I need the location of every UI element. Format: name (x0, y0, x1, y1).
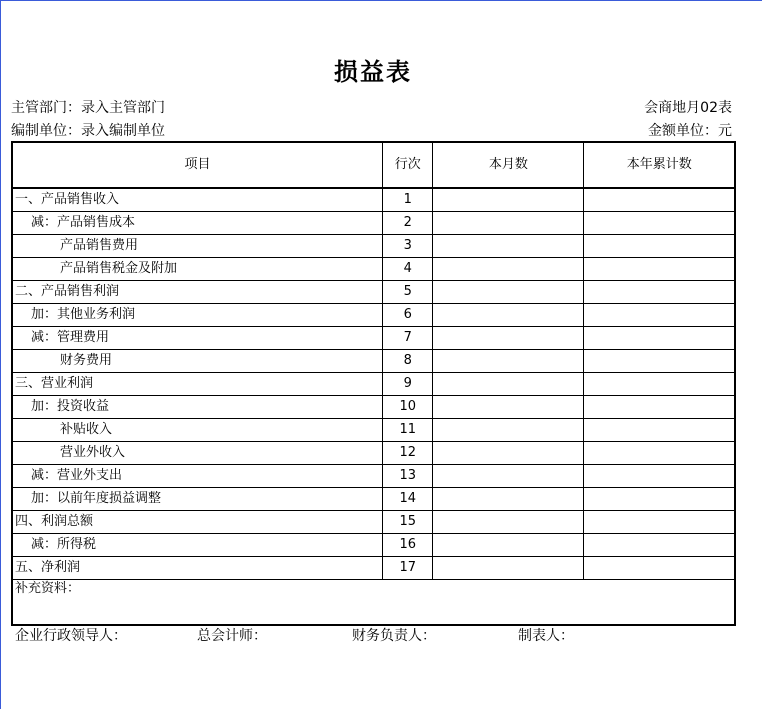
row-this-month-cell[interactable] (433, 188, 584, 212)
row-item-cell[interactable]: 补贴收入 (12, 419, 383, 442)
row-year-to-date-cell[interactable] (584, 465, 735, 488)
table-row (12, 258, 735, 281)
row-line-no-cell[interactable]: 10 (383, 396, 433, 419)
row-item-cell[interactable]: 三、营业利润 (12, 373, 383, 396)
row-this-month-cell[interactable] (433, 488, 584, 511)
row-line-no-cell[interactable]: 15 (383, 511, 433, 534)
income-statement-table (11, 141, 736, 626)
row-line-no-cell[interactable]: 13 (383, 465, 433, 488)
row-item-cell[interactable]: 减：营业外支出 (12, 465, 383, 488)
row-item-cell[interactable]: 产品销售税金及附加 (12, 258, 383, 281)
row-this-month-cell[interactable] (433, 350, 584, 373)
supplement-row (12, 580, 735, 626)
row-year-to-date-cell[interactable] (584, 304, 735, 327)
page-title: 损益表 (334, 58, 412, 86)
row-line-no-cell[interactable]: 5 (383, 281, 433, 304)
row-year-to-date-cell[interactable] (584, 419, 735, 442)
footer-leader-label: 企业行政领导人： (15, 628, 127, 644)
dept-label: 主管部门：录入主管部门 (11, 100, 165, 116)
row-line-no-cell[interactable]: 1 (383, 188, 433, 212)
footer-preparer-label: 制表人： (518, 628, 574, 644)
row-line-no-cell[interactable]: 14 (383, 488, 433, 511)
row-year-to-date-cell[interactable] (584, 488, 735, 511)
row-line-no-cell[interactable]: 11 (383, 419, 433, 442)
row-item-cell[interactable]: 加：投资收益 (12, 396, 383, 419)
row-this-month-cell[interactable] (433, 235, 584, 258)
row-year-to-date-cell[interactable] (584, 442, 735, 465)
table-row (12, 488, 735, 511)
row-year-to-date-cell[interactable] (584, 396, 735, 419)
row-year-to-date-cell[interactable] (584, 350, 735, 373)
column-header-year-to-date[interactable]: 本年累计数 (584, 142, 735, 188)
row-item-cell[interactable]: 营业外收入 (12, 442, 383, 465)
table-row (12, 281, 735, 304)
row-year-to-date-cell[interactable] (584, 557, 735, 580)
column-header-this-month[interactable]: 本月数 (433, 142, 584, 188)
row-year-to-date-cell[interactable] (584, 373, 735, 396)
row-this-month-cell[interactable] (433, 258, 584, 281)
row-year-to-date-cell[interactable] (584, 534, 735, 557)
row-line-no-cell[interactable]: 12 (383, 442, 433, 465)
row-year-to-date-cell[interactable] (584, 327, 735, 350)
row-item-cell[interactable]: 减：管理费用 (12, 327, 383, 350)
table-row (12, 188, 735, 212)
row-line-no-cell[interactable]: 4 (383, 258, 433, 281)
column-header-line-no[interactable]: 行次 (383, 142, 433, 188)
table-row (12, 557, 735, 580)
row-this-month-cell[interactable] (433, 304, 584, 327)
table-row (12, 235, 735, 258)
row-this-month-cell[interactable] (433, 442, 584, 465)
row-line-no-cell[interactable]: 3 (383, 235, 433, 258)
row-item-cell[interactable]: 财务费用 (12, 350, 383, 373)
table-row (12, 327, 735, 350)
table-row (12, 212, 735, 235)
row-line-no-cell[interactable]: 8 (383, 350, 433, 373)
table-row (12, 534, 735, 557)
row-line-no-cell[interactable]: 6 (383, 304, 433, 327)
row-year-to-date-cell[interactable] (584, 281, 735, 304)
row-year-to-date-cell[interactable] (584, 258, 735, 281)
row-this-month-cell[interactable] (433, 327, 584, 350)
row-item-cell[interactable]: 四、利润总额 (12, 511, 383, 534)
currency-unit-label: 金额单位：元 (648, 123, 732, 139)
row-item-cell[interactable]: 减：产品销售成本 (12, 212, 383, 235)
row-line-no-cell[interactable]: 2 (383, 212, 433, 235)
row-this-month-cell[interactable] (433, 534, 584, 557)
row-this-month-cell[interactable] (433, 557, 584, 580)
row-line-no-cell[interactable]: 17 (383, 557, 433, 580)
row-item-cell[interactable]: 加：以前年度损益调整 (12, 488, 383, 511)
column-header-item[interactable]: 项目 (12, 142, 383, 188)
row-year-to-date-cell[interactable] (584, 235, 735, 258)
row-item-cell[interactable]: 一、产品销售收入 (12, 188, 383, 212)
row-line-no-cell[interactable]: 16 (383, 534, 433, 557)
row-this-month-cell[interactable] (433, 281, 584, 304)
table-row (12, 350, 735, 373)
row-year-to-date-cell[interactable] (584, 188, 735, 212)
table-row (12, 419, 735, 442)
form-code-label: 会商地月02表 (644, 100, 732, 116)
row-this-month-cell[interactable] (433, 419, 584, 442)
row-year-to-date-cell[interactable] (584, 511, 735, 534)
table-row (12, 396, 735, 419)
row-this-month-cell[interactable] (433, 396, 584, 419)
row-line-no-cell[interactable]: 7 (383, 327, 433, 350)
table-row (12, 373, 735, 396)
row-this-month-cell[interactable] (433, 511, 584, 534)
row-item-cell[interactable]: 减：所得税 (12, 534, 383, 557)
row-item-cell[interactable]: 五、净利润 (12, 557, 383, 580)
row-item-cell[interactable]: 加：其他业务利润 (12, 304, 383, 327)
footer-finance-head-label: 财务负责人： (352, 628, 436, 644)
footer-chief-accountant-label: 总会计师： (197, 628, 267, 644)
row-line-no-cell[interactable]: 9 (383, 373, 433, 396)
supplement-cell[interactable]: 补充资料： (12, 580, 735, 626)
table-row (12, 442, 735, 465)
row-item-cell[interactable]: 二、产品销售利润 (12, 281, 383, 304)
row-this-month-cell[interactable] (433, 465, 584, 488)
table-row (12, 465, 735, 488)
table-row (12, 304, 735, 327)
unit-label: 编制单位：录入编制单位 (11, 123, 165, 139)
table-row (12, 511, 735, 534)
row-this-month-cell[interactable] (433, 373, 584, 396)
row-year-to-date-cell[interactable] (584, 212, 735, 235)
table-header-row (12, 142, 735, 188)
row-item-cell[interactable]: 产品销售费用 (12, 235, 383, 258)
row-this-month-cell[interactable] (433, 212, 584, 235)
